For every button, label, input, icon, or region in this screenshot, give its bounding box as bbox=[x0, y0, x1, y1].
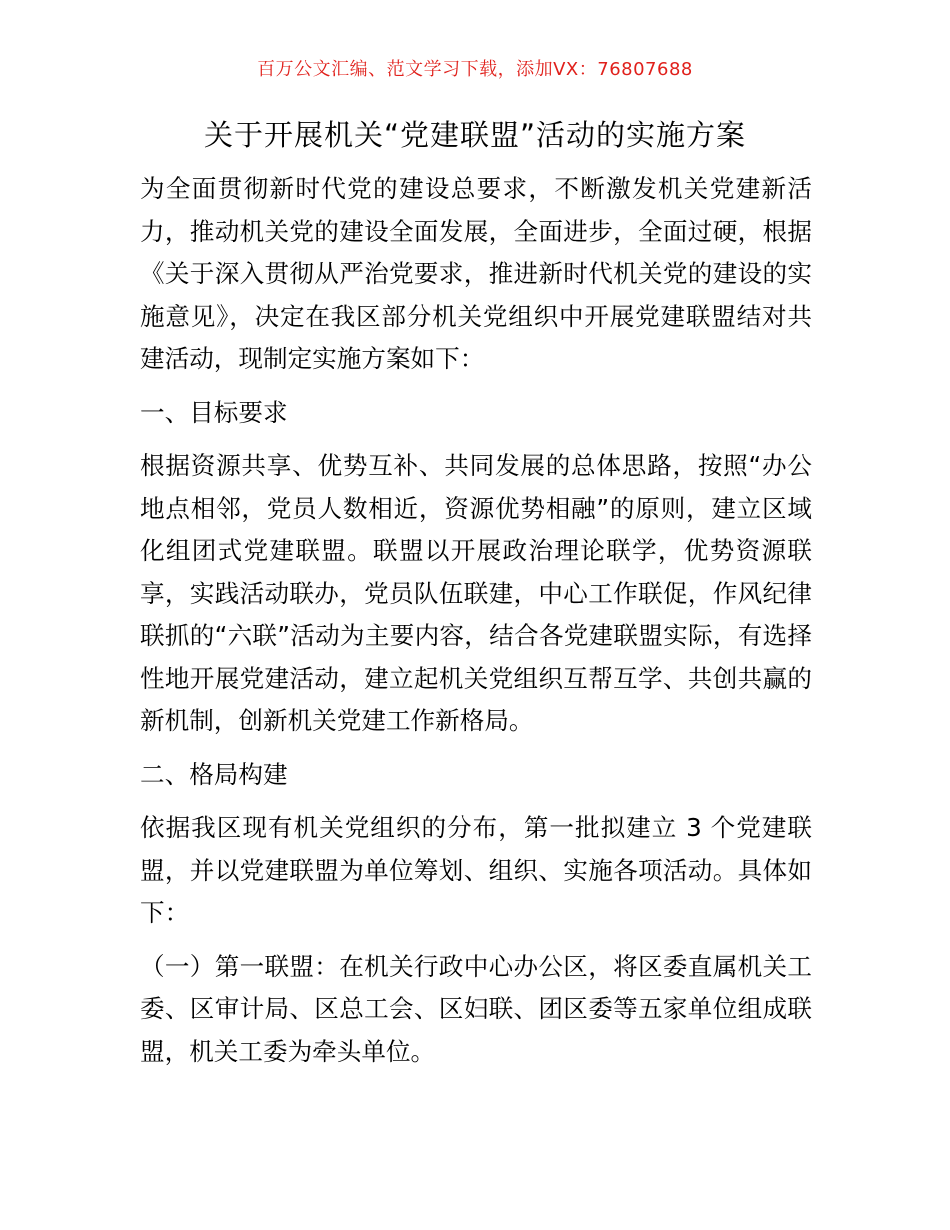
section-heading-structure: 二、格局构建 bbox=[140, 759, 288, 789]
intro-paragraph: 为全面贯彻新时代党的建设总要求，不断激发机关党建新活力，推动机关党的建设全面发展，全面进步，全面过硬，根据《关于深入贯彻从严治党要求，推进新时代机关党的建设的实施意见》，决定在我区部分机关党组织中开展党建联盟结对共建活动，现制定实施方案如下： bbox=[140, 174, 812, 373]
watermark-header: 百万公文汇编、范文学习下载，添加VX：76807688 bbox=[257, 59, 693, 80]
section-body-structure: 依据我区现有机关党组织的分布，第一批拟建立 3 个党建联盟，并以党建联盟为单位筹划、组织、实施各项活动。具体如下： bbox=[140, 813, 812, 927]
section-body-goals: 根据资源共享、优势互补、共同发展的总体思路，按照“办公地点相邻，党员人数相近，资源优势相融”的原则，建立区域化组团式党建联盟。联盟以开展政治理论联学，优势资源联享，实践活动联办，党员队伍联建，中心工作联促，作风纪律联抓的“六联”活动为主要内容，结合各党建联盟实际，有选择性地开展党建活动，建立起机关党组织互帮互学、共创共赢的新机制，创新机关党建工作新格局。 bbox=[140, 451, 812, 735]
list-item-first-alliance: （一）第一联盟：在机关行政中心办公区，将区委直属机关工委、区审计局、区总工会、区妇联、团区委等五家单位组成联盟，机关工委为牵头单位。 bbox=[140, 951, 812, 1066]
section-heading-goals: 一、目标要求 bbox=[140, 397, 288, 427]
document-title: 关于开展机关“党建联盟”活动的实施方案 bbox=[203, 118, 747, 152]
document-body bbox=[140, 168, 812, 1084]
